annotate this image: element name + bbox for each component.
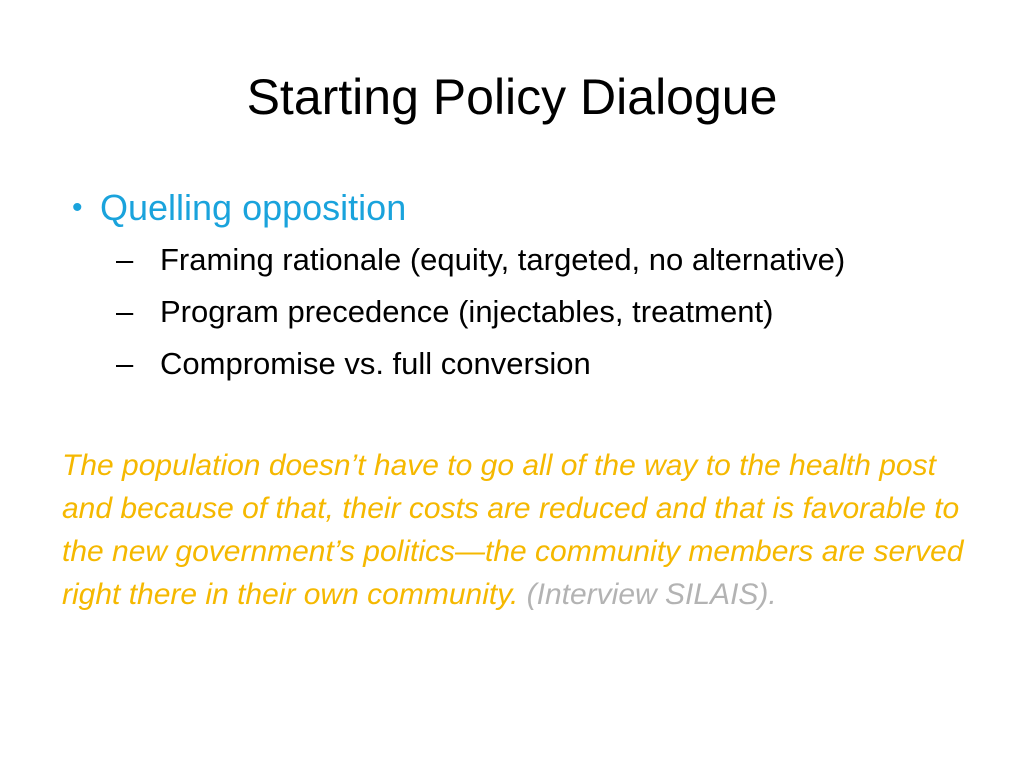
bullet-text: Quelling opposition (100, 187, 407, 228)
sub-bullet-marker: – (116, 294, 134, 329)
quote-text: The population doesn’t have to go all of the way to the health post and because of that, their costs are reduced and that is favorable to the new government’s politics—the community members are served right there in their own community. (62, 449, 964, 611)
sub-bullet-container (72, 234, 992, 390)
sub-bullet-list (72, 234, 992, 390)
sub-bullet-text: Framing rationale (equity, targeted, no alternative) (160, 242, 846, 277)
bullet-list (72, 182, 992, 390)
sub-bullet-item (116, 234, 992, 286)
sub-bullet-item (116, 338, 992, 390)
sub-bullet-item (116, 286, 992, 338)
slide-title: Starting Policy Dialogue (246, 69, 778, 125)
sub-bullet-marker: – (116, 242, 134, 277)
sub-bullet-marker: – (116, 346, 134, 381)
bullet-marker: • (72, 191, 83, 224)
sub-bullet-text: Program precedence (injectables, treatment) (160, 294, 774, 329)
quote-citation: (Interview SILAIS). (526, 578, 777, 611)
quote-paragraph (62, 444, 982, 616)
bullet-item (72, 182, 992, 234)
sub-bullet-text: Compromise vs. full conversion (160, 346, 591, 381)
